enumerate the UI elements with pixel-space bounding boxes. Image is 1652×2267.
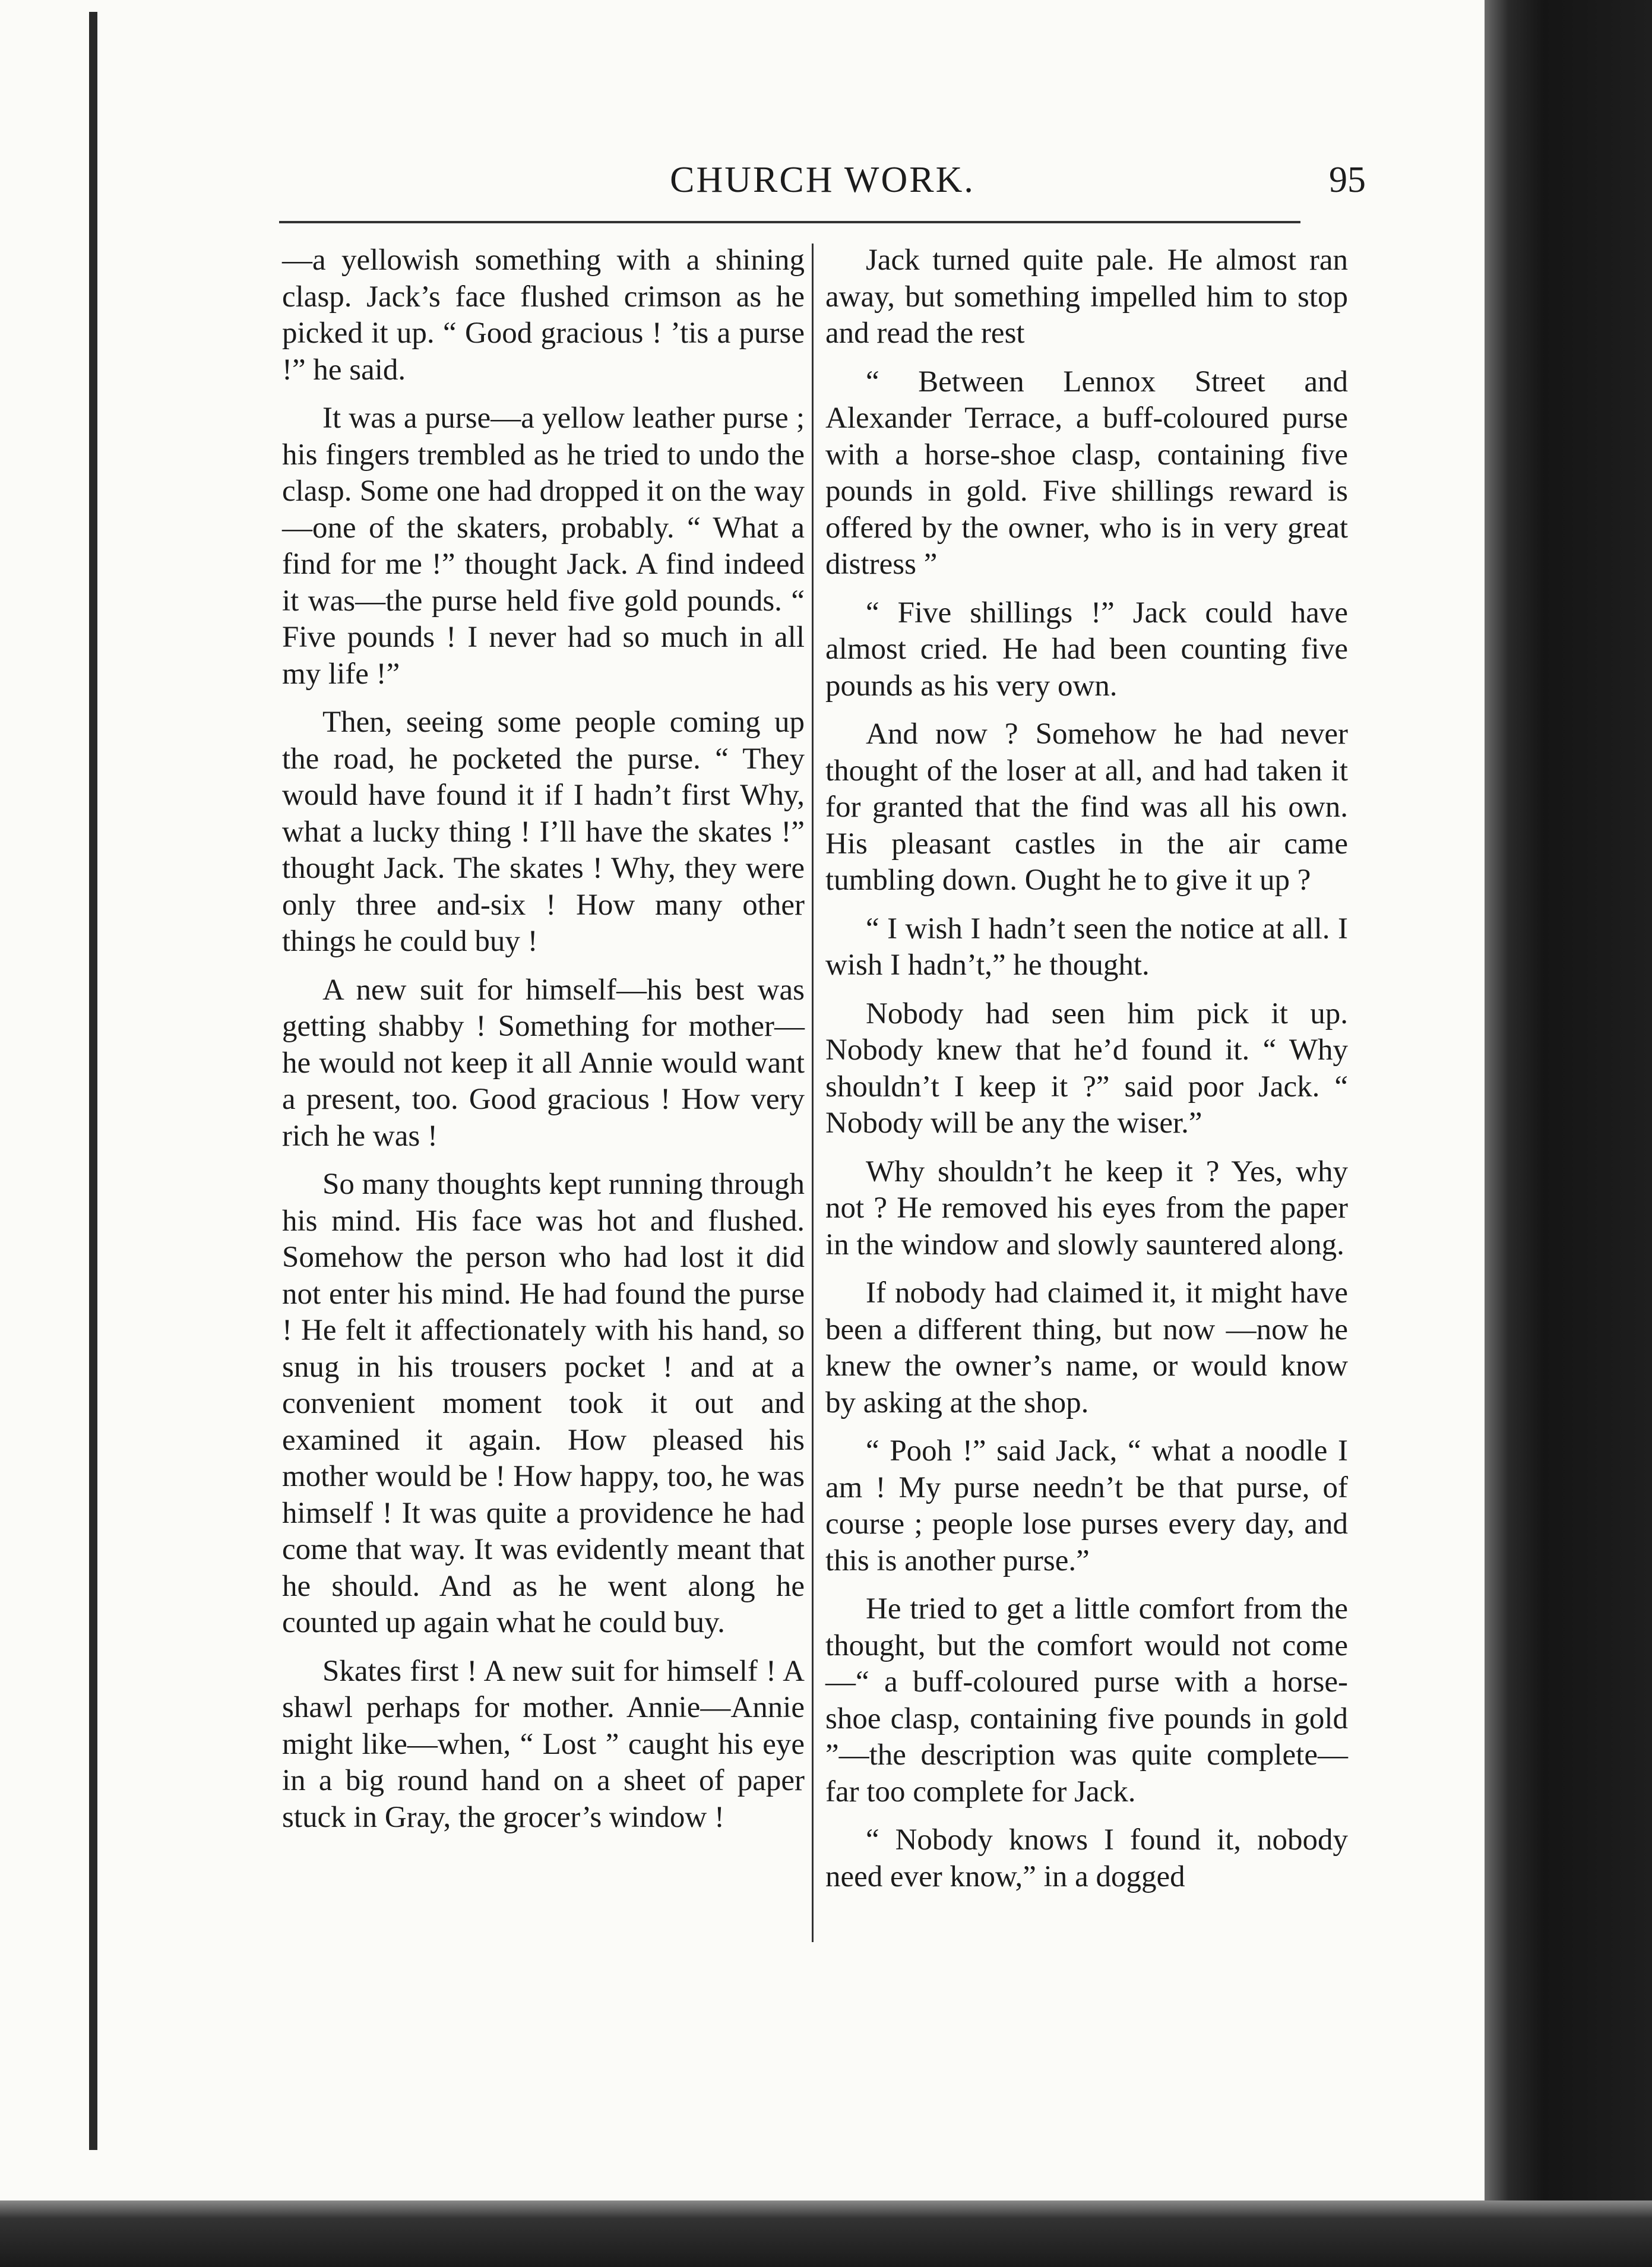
running-title: CHURCH WORK. xyxy=(670,160,975,200)
bottom-scan-border xyxy=(0,2200,1652,2267)
column-divider xyxy=(812,244,814,1942)
paragraph: “ Five shillings !” Jack could have almost cried. He had been counting five pounds as his very own. xyxy=(825,596,1348,703)
paragraph: So many thoughts kept running through his mind. His face was hot and flushed. Somehow the person who had lost it did not enter his mind. He had found the purse ! He felt it affectionately with his hand, so snug in his trousers pocket ! and at a convenient moment took it out and examined it again. How pleased his mother would be ! How happy, too, he was himself ! It was quite a providence he had come that way. It was evidently meant that he should. And as he went along he counted up again what he could buy. xyxy=(282,1168,805,1639)
paragraph: Skates first ! A new suit for himself ! A shawl perhaps for mother. Annie—Annie might like—when, “ Lost ” caught his eye in a big round hand on a sheet of paper stuck in Gray, the grocer’s window ! xyxy=(282,1654,805,1834)
paragraph: Nobody had seen him pick it up. Nobody knew that he’d found it. “ Why shouldn’t I keep it ?” said poor Jack. “ Nobody will be any the wiser.” xyxy=(825,997,1348,1140)
paragraph: And now ? Somehow he had never thought of the loser at all, and had taken it for granted that the find was all his own. His pleasant castles in the air came tumbling down. Ought he to give it up ? xyxy=(825,717,1348,897)
paragraph: He tried to get a little comfort from the thought, but the comfort would not come—“ a buff-coloured purse with a horse-shoe clasp, containing five pounds in gold ”—the description was quite complete—far too complete for Jack. xyxy=(825,1592,1348,1808)
paragraph: “ Nobody knows I found it, nobody need ever know,” in a dogged xyxy=(825,1823,1348,1893)
paragraph: Why shouldn’t he keep it ? Yes, why not ? He removed his eyes from the paper in the window and slowly sauntered along. xyxy=(825,1155,1348,1261)
page-number: 95 xyxy=(1329,160,1366,200)
paragraph: It was a purse—a yellow leather purse ; his fingers trembled as he tried to undo the clasp. Some one had dropped it on the way—one of the skaters, probably. “ What a find for me !” thought Jack. A find indeed it was—the purse held five gold pounds. “ Five pounds ! I never had so much in all my life !” xyxy=(282,401,805,691)
running-head xyxy=(279,159,1366,213)
paragraph: —a yellowish something with a shining clasp. Jack’s face flushed crimson as he picked it up. “ Good gracious ! ’tis a purse !” he said. xyxy=(282,244,805,387)
paragraph: “ Between Lennox Street and Alexander Terrace, a buff-coloured purse with a horse-shoe clasp, containing five pounds in gold. Five shillings reward is offered by the owner, who is in very great distress ” xyxy=(825,365,1348,581)
text-column-left xyxy=(282,242,805,1836)
paragraph: “ Pooh !” said Jack, “ what a noodle I am ! My purse needn’t be that purse, of course ; people lose purses every day, and this is another purse.” xyxy=(825,1434,1348,1577)
paragraph: “ I wish I hadn’t seen the notice at all. I wish I hadn’t,” he thought. xyxy=(825,912,1348,982)
header-rule xyxy=(279,221,1300,223)
paragraph: Then, seeing some people coming up the road, he pocketed the purse. “ They would have found it if I hadn’t first Why, what a lucky thing ! I’ll have the skates !” thought Jack. The skates ! Why, they were only three and-six ! How many other things he could buy ! xyxy=(282,706,805,958)
paragraph: Jack turned quite pale. He almost ran away, but something impelled him to stop and read the rest xyxy=(825,244,1348,350)
text-column-right xyxy=(825,242,1348,1895)
binding-edge-shadow xyxy=(89,12,97,2150)
paragraph: A new suit for himself—his best was getting shabby ! Something for mother—he would not keep it all Annie would want a present, too. Good gracious ! How very rich he was ! xyxy=(282,973,805,1153)
paragraph: If nobody had claimed it, it might have been a different thing, but now —now he knew the owner’s name, or would know by asking at the shop. xyxy=(825,1276,1348,1419)
right-scan-border xyxy=(1485,0,1652,2267)
